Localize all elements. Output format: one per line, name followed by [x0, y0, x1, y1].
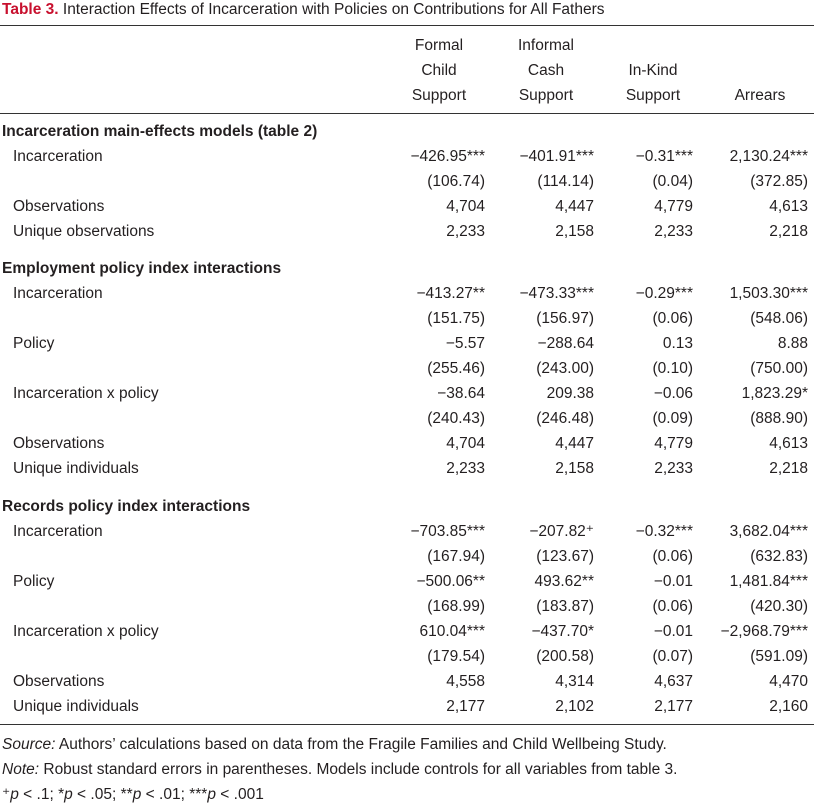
table-cell: 2,233	[446, 460, 485, 477]
table-cell: −2,968.79***	[720, 623, 808, 640]
column-header-3-line-0: Arrears	[734, 87, 786, 104]
table-cell: −0.31***	[635, 148, 693, 165]
row-label: Incarceration	[13, 285, 103, 302]
table-cell: (0.06)	[652, 310, 693, 327]
table-cell: −413.27**	[416, 285, 485, 302]
table-cell: (200.58)	[536, 648, 594, 665]
table-cell: −0.01	[653, 573, 693, 590]
table-caption-label: Table 3.	[2, 1, 59, 18]
table-cell: (151.75)	[427, 310, 485, 327]
table-cell: 2,218	[769, 223, 808, 240]
table-cell: 2,158	[555, 223, 594, 240]
table-cell: (0.06)	[652, 598, 693, 615]
header-rule	[0, 113, 814, 114]
table-cell: −5.57	[445, 335, 485, 352]
table-cell: (246.48)	[536, 410, 594, 427]
table-cell: −288.64	[537, 335, 594, 352]
table-cell: 8.88	[777, 335, 808, 352]
table-cell: −0.01	[653, 623, 693, 640]
row-label: Incarceration x policy	[13, 623, 159, 640]
table-cell: −500.06**	[416, 573, 485, 590]
table-cell: 4,704	[446, 198, 485, 215]
general-note	[2, 757, 677, 782]
significance-note: ⁺p < .1; *p < .05; **p < .01; ***p < .001	[2, 786, 264, 803]
general-note-text: Robust standard errors in parentheses. Models include controls for all variables from table 3.	[39, 761, 678, 778]
row-label: Unique individuals	[13, 698, 139, 715]
table-cell: (0.07)	[652, 648, 693, 665]
table-cell: (548.06)	[750, 310, 808, 327]
column-header-1-line-0: Informal	[518, 37, 574, 54]
table-cell: (591.09)	[750, 648, 808, 665]
table-cell: 2,177	[446, 698, 485, 715]
table-cell: 4,558	[446, 673, 485, 690]
column-header-0-line-0: Formal	[414, 37, 464, 54]
table-cell: −437.70*	[531, 623, 594, 640]
table-cell: 4,447	[555, 435, 594, 452]
column-header-2-line-0: In-Kind	[628, 62, 678, 79]
top-rule	[0, 25, 814, 26]
table-cell: 4,613	[769, 198, 808, 215]
table-cell: −0.32***	[635, 523, 693, 540]
table-cell: 2,218	[769, 460, 808, 477]
table-caption-text: Interaction Effects of Incarceration with Policies on Contributions for All Fathers	[58, 1, 605, 18]
table-cell: 4,447	[555, 198, 594, 215]
row-label: Policy	[13, 335, 55, 352]
table-cell: (179.54)	[427, 648, 485, 665]
row-label: Incarceration	[13, 523, 103, 540]
source-note	[2, 732, 667, 757]
column-header-0-line-2: Support	[411, 87, 467, 104]
table-cell: −0.29***	[635, 285, 693, 302]
table-cell: 2,177	[654, 698, 693, 715]
table-cell: 0.13	[662, 335, 693, 352]
table-cell: (372.85)	[750, 173, 808, 190]
row-label: Incarceration	[13, 148, 103, 165]
table-cell: 4,470	[769, 673, 808, 690]
table-cell: (420.30)	[750, 598, 808, 615]
table-cell: 610.04***	[419, 623, 485, 640]
table-cell: 4,704	[446, 435, 485, 452]
table-cell: 493.62**	[534, 573, 594, 590]
section-title: Incarceration main-effects models (table 2)	[2, 123, 318, 140]
table-cell: (0.10)	[652, 360, 693, 377]
table-cell: −0.06	[653, 385, 693, 402]
table-cell: −401.91***	[519, 148, 594, 165]
table-cell: (156.97)	[536, 310, 594, 327]
row-label: Incarceration x policy	[13, 385, 159, 402]
table-cell: (240.43)	[427, 410, 485, 427]
table-cell: 4,779	[654, 198, 693, 215]
table-cell: −703.85***	[410, 523, 485, 540]
table-cell: 4,314	[555, 673, 594, 690]
section-title: Employment policy index interactions	[2, 260, 282, 277]
table-cell: 1,481.84***	[729, 573, 808, 590]
column-header-2-line-1: Support	[625, 87, 681, 104]
table-cell: 3,682.04***	[729, 523, 808, 540]
table-cell: 2,130.24***	[729, 148, 808, 165]
table-cell: 209.38	[546, 385, 594, 402]
table-cell: −38.64	[437, 385, 485, 402]
section-title: Records policy index interactions	[2, 498, 251, 515]
table-caption	[2, 0, 605, 20]
table-cell: (750.00)	[750, 360, 808, 377]
column-header-1-line-2: Support	[518, 87, 574, 104]
table-cell: (106.74)	[427, 173, 485, 190]
table-cell: (167.94)	[427, 548, 485, 565]
row-label: Observations	[13, 198, 105, 215]
table-cell: 2,158	[555, 460, 594, 477]
table-cell: (888.90)	[750, 410, 808, 427]
table-cell: 4,637	[654, 673, 693, 690]
source-note-label: Source:	[2, 736, 56, 753]
table-cell: (168.99)	[427, 598, 485, 615]
column-header-1-line-1: Cash	[527, 62, 565, 79]
row-label: Unique observations	[13, 223, 155, 240]
table-cell: (114.14)	[537, 173, 594, 190]
table-cell: (255.46)	[427, 360, 485, 377]
table-cell: (632.83)	[750, 548, 808, 565]
table-cell: 2,160	[769, 698, 808, 715]
table-cell: 2,233	[446, 223, 485, 240]
row-label: Policy	[13, 573, 55, 590]
table-cell: −207.82⁺	[529, 523, 594, 540]
table-cell: −426.95***	[410, 148, 485, 165]
table-cell: −473.33***	[519, 285, 594, 302]
table-cell: 1,503.30***	[729, 285, 808, 302]
row-label: Observations	[13, 673, 105, 690]
table-cell: (123.67)	[536, 548, 594, 565]
table-cell: (0.06)	[652, 548, 693, 565]
table-cell: 2,233	[654, 460, 693, 477]
table-cell: 1,823.29*	[741, 385, 808, 402]
column-header-0-line-1: Child	[421, 62, 457, 79]
table-cell: 2,102	[555, 698, 594, 715]
table-cell: (0.09)	[652, 410, 693, 427]
table-cell: 4,613	[769, 435, 808, 452]
source-note-text: Authors’ calculations based on data from the Fragile Families and Child Wellbeing Study.	[55, 736, 667, 753]
table-cell: 2,233	[654, 223, 693, 240]
bottom-rule	[0, 724, 814, 725]
row-label: Observations	[13, 435, 105, 452]
general-note-label: Note:	[2, 761, 40, 778]
table-cell: (0.04)	[652, 173, 693, 190]
row-label: Unique individuals	[13, 460, 139, 477]
table-cell: (183.87)	[536, 598, 594, 615]
table-cell: (243.00)	[536, 360, 594, 377]
table-cell: 4,779	[654, 435, 693, 452]
